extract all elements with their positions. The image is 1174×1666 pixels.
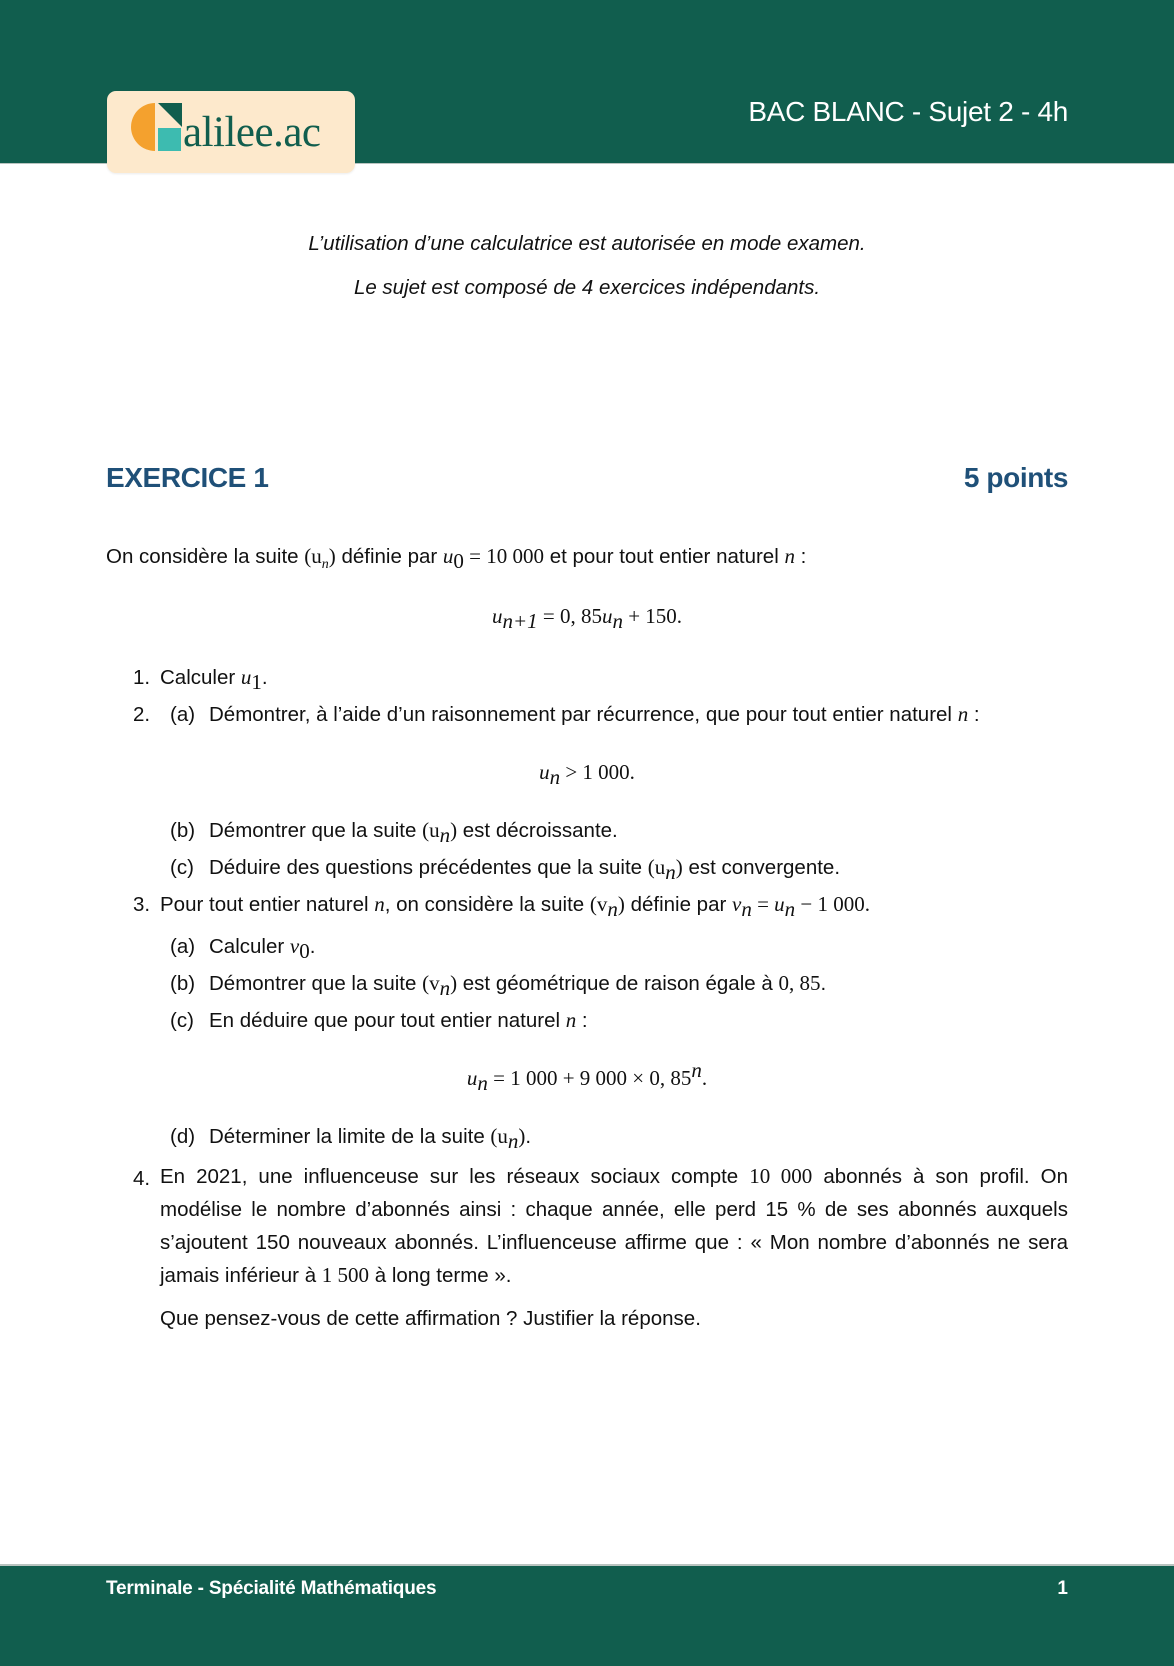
question-2c: (c) Déduire des questions précédentes que la suite $(u_n)$ est convergente. xyxy=(170,855,841,885)
question-1: 1. Calculer $u_1$. xyxy=(133,665,268,695)
question-list xyxy=(106,659,1068,1337)
page-header xyxy=(0,0,1174,164)
calculator-note: L’utilisation d’une calculatrice est autorisée en mode examen. xyxy=(308,232,866,255)
logo-text: alilee.ac xyxy=(183,109,321,156)
question-3: 3. Pour tout entier naturel n, on considère la suite $(v_n)$ définie par $v_n = u_n - 1$ 000. (a) Calculer $v_0$. (b) Démontrer que la suite $(v_n)$ est géométrique de raison égale à 0, 85. (c) En déduire que pour tout entier naturel n : $u_n = 1$ 000 + 9 000 × 0, 85$^n$. (d) Déterminer la limite de la suite $(u_n)$. xyxy=(106,886,1068,1155)
question-3c: (c) En déduire que pour tout entier naturel n : xyxy=(170,1008,588,1032)
explicit-formula: $u_n = 1$ 000 + 9 000 × 0, 85$^n$. xyxy=(466,1058,708,1096)
page-number: 1 xyxy=(1057,1578,1068,1599)
exercise-title: EXERCICE 1 xyxy=(106,462,269,493)
inequality-formula: $u_n > 1$ 000. xyxy=(539,760,635,790)
logo-mark-icon xyxy=(127,103,183,151)
exercise-heading xyxy=(106,462,1068,494)
sequence-definition: On considère la suite $(u_n)$ définie par $u_0 = 10$ 000 et pour tout entier naturel n : xyxy=(106,544,807,574)
question-2a: (a) Démontrer, à l’aide d’un raisonnement par récurrence, que pour tout entier naturel n : xyxy=(170,702,980,726)
question-2: 2. (a) Démontrer, à l’aide d’un raisonnement par récurrence, que pour tout entier naturel n : $u_n > 1$ 000. (b) Démontrer que la suite $(u_n)$ est décroissante. (c) Déduire des questions précédentes que la suite $(u_n)$ est convergente. xyxy=(106,696,1068,886)
exam-title: BAC BLANC - Sujet 2 - 4h xyxy=(748,96,1068,127)
galilee-logo xyxy=(107,91,355,173)
question-4: 4. En 2021, une influenceuse sur les réseaux sociaux compte 10 000 abonnés à son profil. On modélise le nombre d’abonnés ainsi : chaque année, elle perd 15 % de ses abonnés auxquels s’ajoutent 150 nouveaux abonnés. L’influenceuse affirme que : « Mon nombre d’abonnés ne sera jamais inférieur à 1 500 à long terme ». Que pensez-vous de cette affirmation ? Justifier la réponse. xyxy=(106,1155,1068,1337)
exercise-body xyxy=(106,538,1068,1337)
exercise-count-note: Le sujet est composé de 4 exercices indépendants. xyxy=(353,276,821,299)
influencer-problem: En 2021, une influenceuse sur les réseaux sociaux compte 10 000 abonnés à son profil. On modélise le nombre d’abonnés ainsi : chaque année, elle perd 15 % de ses abonnés auxquels s’ajoutent 150 nouveaux abonnés. L’influenceuse affirme que : « Mon nombre d’abonnés ne sera jamais inférieur à 1 500 à long terme ». xyxy=(160,1164,1068,1287)
question-3a: (a) Calculer $v_0$. xyxy=(170,934,316,964)
exam-instructions xyxy=(0,222,1174,310)
page-footer xyxy=(0,1564,1174,1666)
influencer-question: Que pensez-vous de cette affirmation ? Justifier la réponse. xyxy=(160,1307,701,1330)
question-2b: (b) Démontrer que la suite $(u_n)$ est décroissante. xyxy=(170,818,618,848)
question-3d: (d) Déterminer la limite de la suite $(u_n)$. xyxy=(170,1124,532,1154)
course-name: Terminale - Spécialité Mathématiques xyxy=(106,1578,437,1599)
exercise-points: 5 points xyxy=(963,462,1068,493)
question-3b: (b) Démontrer que la suite $(v_n)$ est géométrique de raison égale à 0, 85. xyxy=(170,971,827,1001)
recurrence-formula: $u_{n+1} = 0$, $85u_n + 150$. xyxy=(491,604,683,634)
